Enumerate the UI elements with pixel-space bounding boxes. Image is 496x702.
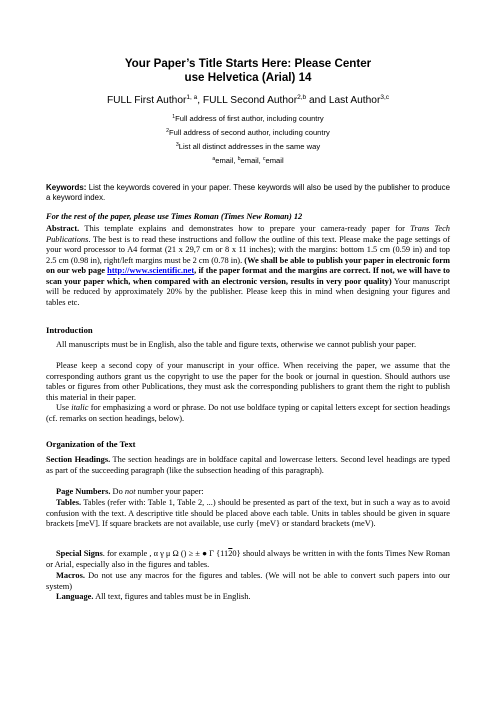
subsection-label: Tables.	[56, 498, 82, 507]
keywords	[46, 183, 450, 204]
keywords-text: List the keywords covered in your paper. These keywords will also be used by the publisher to produce a keyword index.	[46, 183, 450, 203]
last-author: Last Author	[328, 95, 381, 106]
first-author-sup: 1, a	[186, 94, 198, 101]
overbar-digit: 2	[228, 549, 233, 558]
title-line-1: Your Paper’s Title Starts Here: Please Center	[124, 57, 372, 70]
paragraph-text: number your paper:	[135, 487, 204, 496]
italic-word: italic	[71, 403, 89, 412]
macros-paragraph	[46, 571, 450, 592]
paragraph-text: . for example , α γ μ Ω () ≥ ± ● Γ {11	[102, 549, 229, 558]
website-link[interactable]: http://www.scientific.net	[107, 266, 195, 276]
abstract-text: . The best is to read these instructions and follow the outline of this text. Please make the page settings of your word processor to A4 format (21 x 29,7 cm or 8 x 11 inches); with the margins: bottom 1.5 cm (0.59 in) and top 2.5 cm (0.98 in), right/left margins must be 2 cm (0.78 in).	[46, 234, 450, 265]
paragraph-text: Use	[56, 403, 72, 412]
intro-paragraph-2: Please keep a second copy of your manuscript in your office. When receiving the paper, we assume that the corresponding authors grant us the copyright to use the paper for the book or journal in question. Should authors use tables or figures from other Publications, they must ask the corresponding publishers to grant them the right to publish this material in their paper.	[46, 361, 450, 402]
keywords-label: Keywords:	[46, 183, 87, 192]
affiliation-text: Full address of first author, including country	[175, 114, 324, 123]
abstract-bold-text: , if the paper format and the margins are correct. If not, we will have to scan your paper which, when compared with an electronic version, results in very poor quality)	[46, 266, 450, 286]
email-sup: b	[237, 156, 241, 162]
paragraph-text: All text, figures and tables must be in English.	[93, 592, 251, 601]
paragraph-text: The section headings are in boldface capital and lowercase letters. Second level headings are typed as part of the succeeding paragraph (like the subsection heading of this paragraph).	[46, 455, 450, 475]
section-headings-paragraph	[46, 455, 450, 476]
abstract-label: Abstract.	[46, 224, 80, 233]
italic-word: not	[124, 487, 136, 496]
publisher-name: Trans Tech Publications	[46, 224, 450, 244]
email-line	[40, 156, 456, 166]
paragraph-text: Do not use any macros for the figures and tables. (We will not be able to convert such papers into our system)	[46, 571, 450, 591]
subsection-label: Special Signs	[56, 549, 103, 558]
last-author-sup: 3,c	[380, 94, 390, 101]
paragraph-text: Do	[110, 487, 125, 496]
affiliation-3	[40, 142, 456, 152]
email-text: email,	[215, 156, 238, 165]
affiliation-sup: 3	[175, 142, 179, 148]
paragraph-text: for emphasizing a word or phrase. Do not use boldface typing or capital letters except for section headings (cf. remarks on section headings, below).	[46, 403, 450, 423]
affiliation-text: Full address of second author, including country	[169, 128, 330, 137]
abstract-bold-text: (We shall be able to publish your paper in electronic form on our web page	[46, 255, 450, 276]
affiliation-2	[40, 128, 456, 138]
subsection-label: Page Numbers.	[56, 487, 111, 496]
email-sup: a	[212, 156, 216, 162]
abstract-text: This template explains and demonstrates how to prepare your camera-ready paper for	[79, 224, 411, 233]
email-sup: c	[262, 156, 266, 162]
section-heading-introduction: Introduction	[46, 325, 93, 335]
email-text: email,	[240, 156, 263, 165]
affiliation-1	[40, 114, 456, 124]
page-numbers-paragraph	[46, 487, 450, 498]
paragraph-text: Tables (refer with: Table 1, Table 2, ...) should be presented as part of the text, but in such a way as to avoid confusion with the text. A descriptive title should be placed above each table. Units in tables should be given in square brackets [meV]. If square brackets are not available, use curly {meV} or standard brackets (meV).	[46, 498, 450, 529]
section-heading-organization: Organization of the Text	[46, 439, 136, 449]
paragraph-text: 0} should always be written in with the fonts Times New Roman or Arial, especially also in the figures and tables.	[46, 549, 450, 569]
font-instruction: For the rest of the paper, please use Times Roman (Times New Roman) 12	[46, 212, 303, 221]
subsection-label: Language.	[56, 592, 94, 601]
intro-paragraph-3	[46, 403, 450, 424]
language-paragraph	[46, 592, 450, 603]
author-separator: and	[306, 95, 329, 106]
first-author: FULL First Author	[106, 95, 187, 106]
affiliation-sup: 2	[166, 128, 170, 134]
special-signs-paragraph	[46, 549, 450, 570]
subsection-label: Section Headings.	[46, 455, 111, 464]
author-separator: ,	[197, 95, 203, 106]
affiliation-text: List all distinct addresses in the same way	[178, 142, 321, 151]
author-line	[40, 94, 456, 108]
subsection-label: Macros.	[56, 571, 85, 580]
tables-paragraph	[46, 498, 450, 530]
second-author-sup: 2,b	[297, 94, 307, 101]
intro-paragraph-1: All manuscripts must be in English, also the table and figure texts, otherwise we cannot publish your paper.	[56, 340, 417, 349]
email-text: email	[265, 156, 284, 165]
second-author: FULL Second Author	[202, 95, 298, 106]
paper-title	[40, 57, 456, 85]
title-line-2: use Helvetica (Arial) 14	[184, 71, 312, 84]
abstract-text: Your manuscript will be reduced by approximately 20% by the publisher. Please keep this in mind when designing your figures and tables etc.	[46, 276, 450, 307]
affiliation-sup: 1	[172, 114, 176, 120]
abstract	[46, 224, 450, 308]
